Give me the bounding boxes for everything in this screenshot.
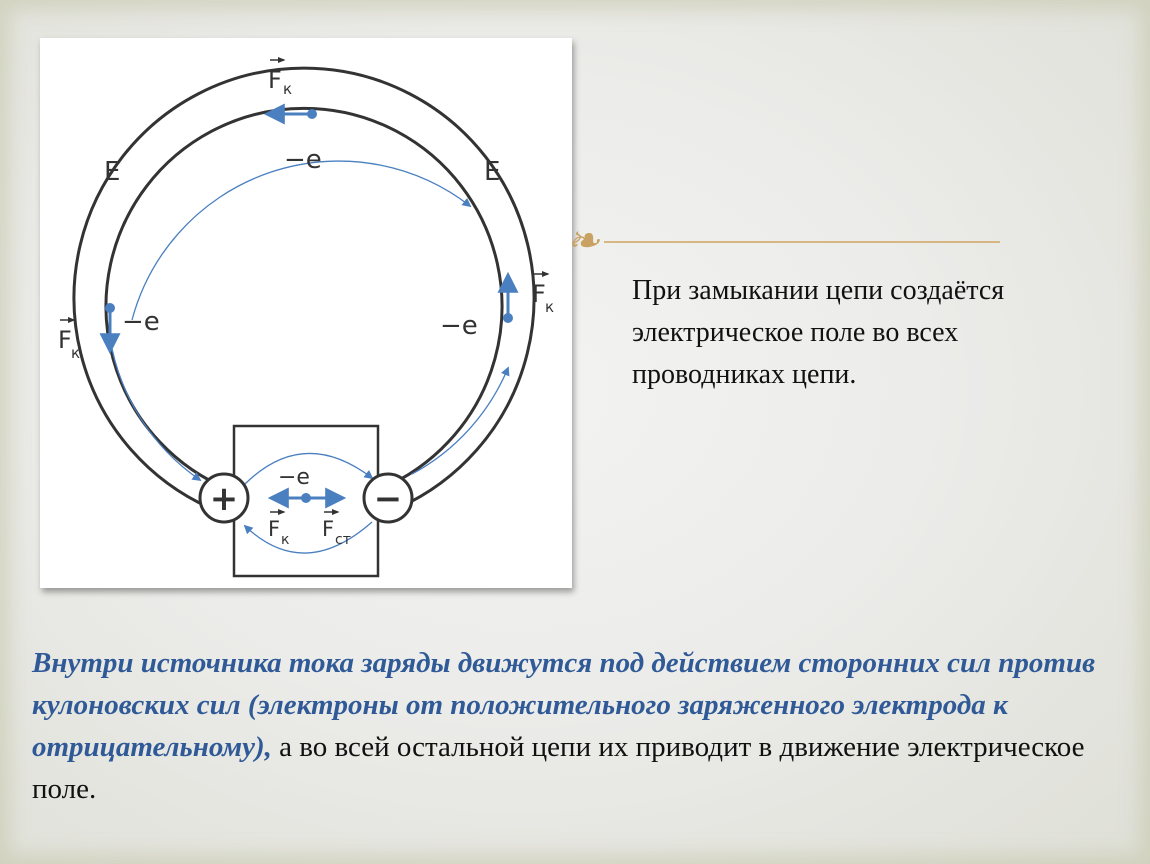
fk-label-top	[268, 60, 292, 98]
e-field-label-left: E	[104, 157, 121, 187]
electron-label-top: −e	[284, 145, 322, 175]
fst-source-letter: F	[322, 517, 335, 541]
flourish-icon: ❧	[566, 218, 600, 264]
electron-label-left: −e	[122, 307, 160, 337]
fk-left-letter: F	[58, 326, 72, 354]
bottom-paragraph-normal: а во всей остальной цепи их приводит в движение электрическое поле.	[32, 731, 1085, 805]
ornament-divider	[604, 241, 1000, 243]
side-caption: При замыкании цепи создаётся электрическое поле во всех проводниках цепи.	[632, 275, 1005, 390]
electron-label-right: −e	[440, 311, 478, 341]
field-line-top	[132, 161, 470, 320]
fk-source-sub: к	[281, 532, 290, 548]
electron-dot-top	[307, 109, 317, 119]
electron-label-source: −e	[278, 465, 310, 490]
fk-right-sub: к	[545, 298, 555, 316]
bottom-paragraph	[32, 642, 1122, 810]
e-field-label-right: E	[484, 157, 501, 187]
fk-right-letter: F	[532, 280, 546, 308]
fk-left-sub: к	[71, 344, 81, 362]
electron-dot-right	[503, 313, 513, 323]
fk-top-sub: к	[283, 80, 293, 98]
circuit-diagram	[40, 38, 572, 588]
fk-top-letter: F	[268, 66, 282, 94]
field-line-left	[110, 338, 200, 480]
fst-source-sub: ст	[335, 532, 351, 548]
circuit-diagram-svg	[40, 38, 572, 588]
electron-dot-source	[301, 493, 311, 503]
plus-terminal-label: +	[209, 479, 239, 519]
field-line-right	[412, 368, 508, 474]
fk-label-right	[532, 274, 554, 316]
fk-source-letter: F	[268, 517, 281, 541]
bottom-paragraph-emphasis: Внутри источника тока заряды движутся под действием сторонних сил против кулоновских сил (электроны от положительного заряженного электрода к отрицательному),	[32, 647, 1096, 763]
title-ornament	[566, 218, 1006, 268]
minus-terminal-label: −	[373, 479, 403, 519]
electron-dot-left	[105, 303, 115, 313]
